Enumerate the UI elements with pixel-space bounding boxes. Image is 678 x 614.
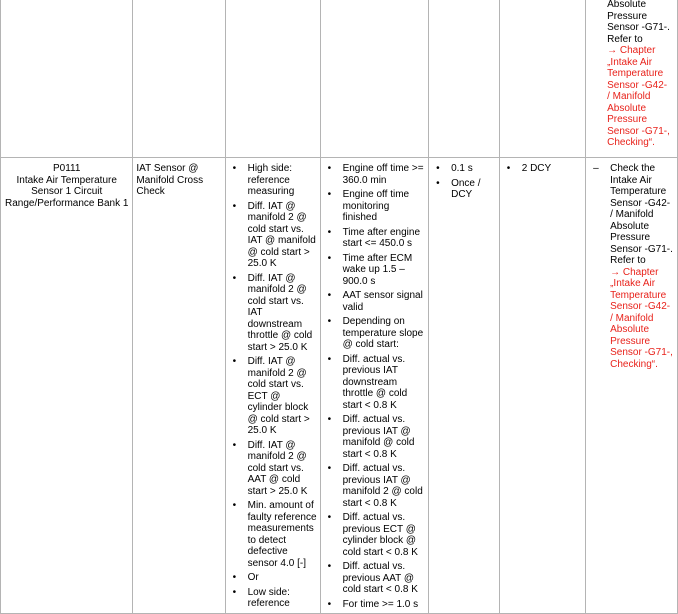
list-item: • 0.1 s: [432, 163, 496, 175]
prev-cell-enable: [320, 0, 429, 158]
prev-cell-mil: [499, 0, 585, 158]
prev-cell-action: [586, 0, 678, 158]
text-line: Sensor -G71-.: [607, 22, 670, 33]
list-item: • Low side: reference: [229, 587, 317, 610]
list-item: • High side: reference measuring: [229, 163, 317, 198]
text-line: Pressure: [610, 232, 651, 243]
mil-list: [503, 163, 582, 175]
link-line[interactable]: Checking“.: [610, 358, 658, 370]
link-line[interactable]: Absolute: [607, 102, 647, 114]
table-row-previous: [1, 0, 678, 158]
criteria-list: [229, 163, 317, 610]
mil-cell: [499, 158, 585, 614]
prev-chapter-link[interactable]: [589, 45, 674, 149]
link-line[interactable]: / Manifold: [610, 312, 654, 324]
link-line[interactable]: Absolute: [610, 324, 650, 335]
text-line: Refer to: [607, 33, 643, 45]
chapter-link[interactable]: [610, 267, 674, 371]
prev-cell-time: [429, 0, 500, 158]
table-row-p0111: [1, 158, 678, 614]
text-line: / Manifold: [610, 209, 654, 220]
time-list: [432, 163, 496, 201]
list-item: • Diff. IAT @ manifold 2 @ cold start vs. IAT downstream throttle @ cold start > 25.0 K: [229, 273, 317, 354]
list-item: • Engine off time >= 360.0 min: [324, 163, 426, 186]
monitor-strategy: IAT Sensor @ Manifold Cross Check: [136, 163, 204, 197]
text-line: Sensor -G71-.: [610, 243, 673, 255]
link-line[interactable]: Pressure: [607, 114, 648, 125]
criteria-cell: [225, 158, 320, 614]
list-item: • Diff. actual vs. previous IAT @ manifold 2 @ cold start < 0.8 K: [324, 463, 426, 509]
fault-description: Intake Air Temperature Sensor 1 Circuit Range/Performance Bank 1: [5, 174, 129, 209]
fault-code: P0111: [52, 163, 81, 174]
link-line[interactable]: Sensor -G42-: [610, 301, 671, 312]
list-item: • Diff. actual vs. previous IAT downstream throttle @ cold start < 0.8 K: [324, 354, 426, 412]
list-item: • For time >= 1.0 s: [324, 599, 426, 611]
link-line[interactable]: Temperature: [610, 289, 667, 301]
link-line[interactable]: / Manifold: [607, 91, 651, 102]
text-line: Intake Air: [610, 174, 652, 186]
enable-conditions-list: [324, 163, 426, 610]
list-item: • Diff. IAT @ manifold 2 @ cold start vs. AAT @ cold start > 25.0 K: [229, 440, 317, 498]
link-line[interactable]: Sensor -G71-,: [607, 125, 670, 137]
link-line[interactable]: „Intake Air: [610, 278, 656, 289]
text-line: Pressure: [607, 10, 648, 22]
list-item: • Time after ECM wake up 1.5 – 900.0 s: [324, 253, 426, 288]
fault-code-cell: [1, 158, 133, 614]
link-line[interactable]: Checking“.: [607, 137, 655, 148]
action-item: [589, 163, 674, 370]
prev-cell-code: [1, 0, 133, 158]
list-item: • Depending on temperature slope @ cold start:: [324, 316, 426, 351]
list-item: • Diff. actual vs. previous IAT @ manifold @ cold start < 0.8 K: [324, 414, 426, 460]
text-line: Sensor -G42-: [610, 197, 671, 209]
list-item: • Once / DCY: [432, 178, 496, 201]
enable-conditions-cell: [320, 158, 429, 614]
list-item: • 2 DCY: [503, 163, 582, 175]
list-item: • Diff. IAT @ manifold 2 @ cold start vs. IAT @ manifold @ cold start > 25.0 K: [229, 201, 317, 270]
link-line[interactable]: Sensor -G71-,: [610, 347, 673, 358]
time-cell: [429, 158, 500, 614]
text-line: Absolute: [607, 0, 647, 10]
list-item: • AAT sensor signal valid: [324, 290, 426, 313]
list-item: • Engine off time monitoring finished: [324, 189, 426, 224]
text-line: Temperature: [610, 186, 667, 197]
list-item: • Min. amount of faulty reference measurements to detect defective sensor 4.0 [-]: [229, 500, 317, 569]
action-cell: [586, 158, 678, 614]
text-line: Refer to: [610, 255, 646, 266]
monitor-cell: [133, 158, 225, 614]
link-line[interactable]: → Chapter: [610, 266, 659, 278]
list-item: • Time after engine start <= 450.0 s: [324, 227, 426, 250]
link-line[interactable]: Temperature: [607, 68, 664, 79]
prev-cell-monitor: [133, 0, 225, 158]
link-line[interactable]: → Chapter: [607, 45, 656, 56]
text-line: Absolute: [610, 220, 650, 232]
list-item: • Or: [229, 572, 317, 584]
link-line[interactable]: Sensor -G42-: [607, 79, 668, 91]
list-item: • Diff. actual vs. previous AAT @ cold start < 0.8 K: [324, 561, 426, 596]
prev-cell-criteria: [225, 0, 320, 158]
action-list: [589, 163, 674, 370]
text-line: – Check the: [610, 163, 656, 174]
link-line[interactable]: Pressure: [610, 335, 651, 347]
prev-action-text: [589, 0, 674, 45]
list-item: • Diff. IAT @ manifold 2 @ cold start vs. ECT @ cylinder block @ cold start > 25.0 K: [229, 356, 317, 437]
list-item: • Diff. actual vs. previous ECT @ cylinder block @ cold start < 0.8 K: [324, 512, 426, 558]
link-line[interactable]: „Intake Air: [607, 56, 653, 68]
